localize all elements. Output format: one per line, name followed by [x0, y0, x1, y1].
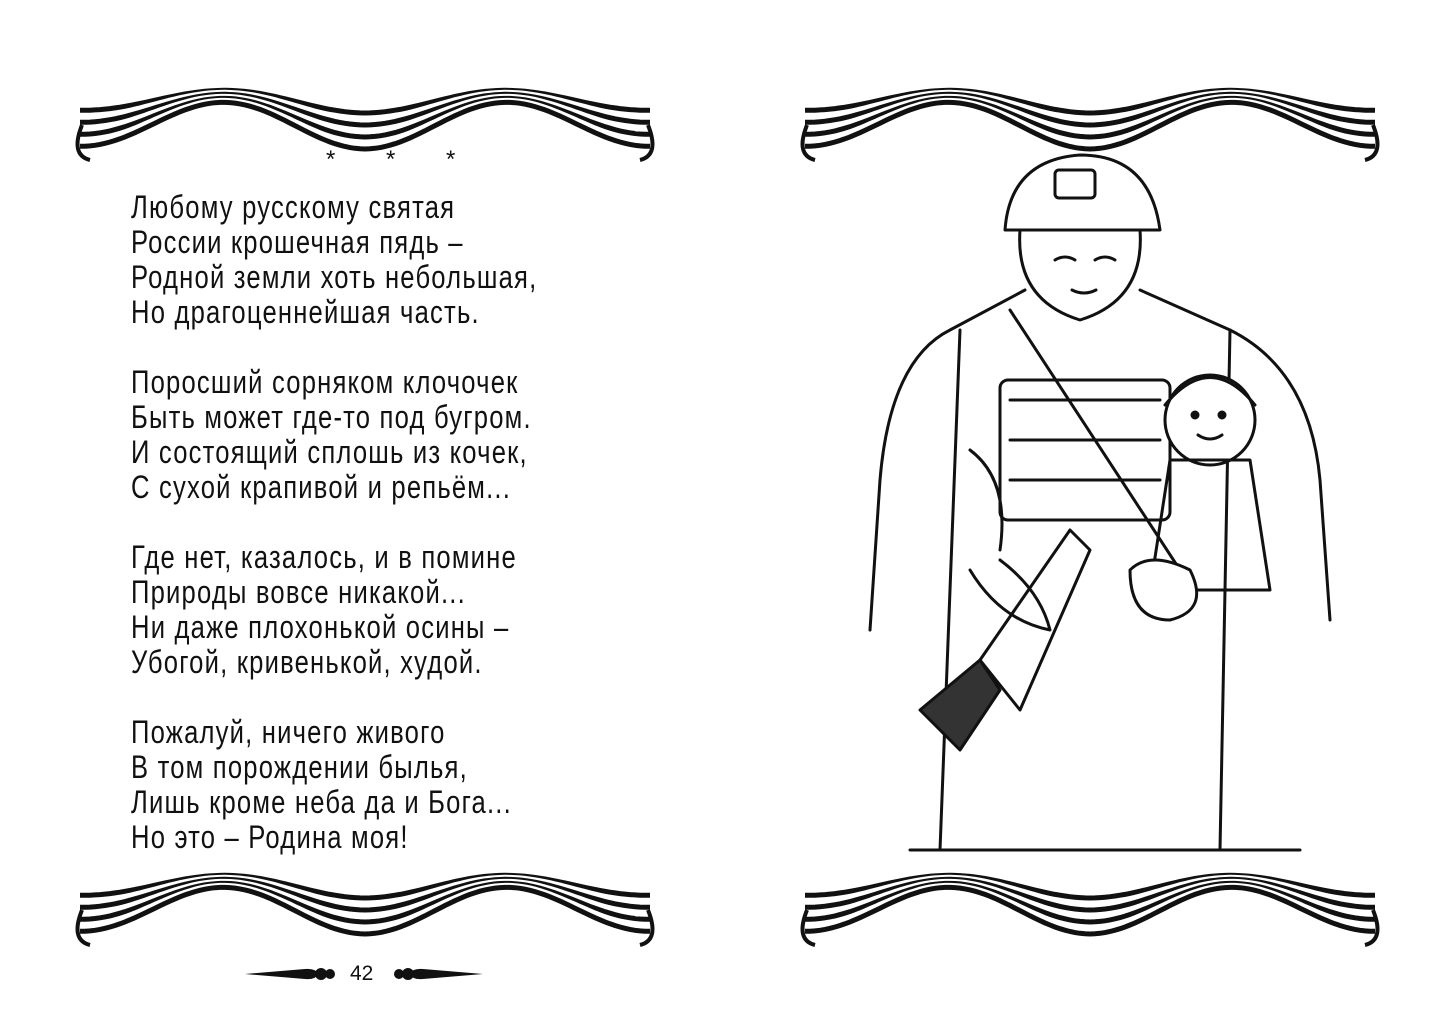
poem-line: С сухой крапивой и репьём...: [131, 469, 512, 505]
page-number: 42: [350, 962, 374, 985]
poem-line: Но драгоценнейшая часть.: [131, 294, 480, 330]
stanza: [131, 190, 537, 330]
poem-line: Любому русскому святая: [131, 189, 456, 225]
poem-line: Лишь кроме неба да и Бога...: [131, 784, 512, 820]
poem-line: Быть может где-то под бугром.: [131, 399, 532, 435]
poem-line: Родной земли хоть небольшая,: [131, 259, 538, 295]
poem-line: Но это – Родина моя!: [131, 819, 409, 855]
soldier-illustration: [850, 150, 1410, 860]
poem-line: России крошечная пядь –: [131, 224, 464, 260]
poem-line: Ни даже плохонькой осины –: [131, 609, 510, 645]
page-number-ornament-left: [245, 964, 335, 984]
poem-line: Поросший сорняком клочочек: [131, 364, 519, 400]
stanza: [131, 715, 537, 855]
poem-line: Природы вовсе никакой...: [131, 574, 466, 610]
poem-line: Пожалуй, ничего живого: [131, 714, 446, 750]
poem: [131, 190, 537, 890]
section-separator: * * *: [326, 146, 478, 173]
ribbon-decoration-bottom-right: [795, 850, 1385, 950]
poem-line: И состоящий сплошь из кочек,: [131, 434, 528, 470]
poem-line: Где нет, казалось, и в помине: [131, 539, 517, 575]
poem-line: Убогой, кривенькой, худой.: [131, 644, 483, 680]
stanza: [131, 365, 537, 505]
poem-line: В том порождении былья,: [131, 749, 468, 785]
page-number-ornament-right: [393, 964, 483, 984]
stanza: [131, 540, 537, 680]
